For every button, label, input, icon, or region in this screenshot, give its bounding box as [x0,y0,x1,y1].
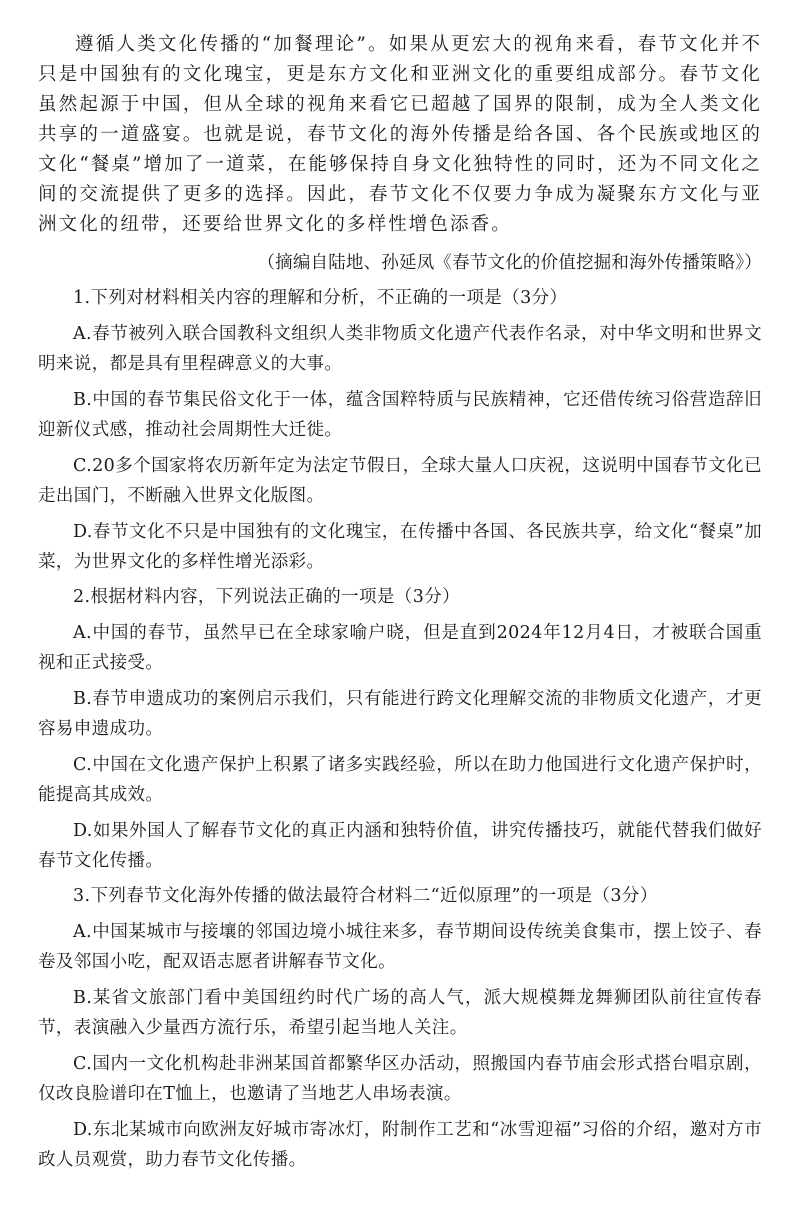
option-b: B.某省文旅部门看中美国纽约时代广场的高人气，派大规模舞龙舞狮团队前往宣传春节，表演融入少量西方流行乐，希望引起当地人关注。 [38,988,762,1038]
option-d: D.东北某城市向欧洲友好城市寄冰灯，附制作工艺和“冰雪迎福”习俗的介绍，邀对方市政人员观赏，助力春节文化传播。 [38,1120,762,1170]
question-stem: 2.根据材料内容，下列说法正确的一项是（3分） [73,587,461,607]
question-3 [38,881,762,1175]
source-citation: （摘编自陆地、孙延凤《春节文化的价值挖掘和海外传播策略》） [257,253,762,273]
option-a: A.中国某城市与接壤的邻国边境小城往来多，春节期间设传统美食集市，摆上饺子、春卷及邻国小吃，配双语志愿者讲解春节文化。 [38,922,762,972]
option-c: C.国内一文化机构赴非洲某国首都繁华区办活动，照搬国内春节庙会形式搭台唱京剧，仅改良脸谱印在T恤上，也邀请了当地艺人串场表演。 [38,1054,762,1104]
option-c: C.20多个国家将农历新年定为法定节假日，全球大量人口庆祝，这说明中国春节文化已走出国门，不断融入世界文化版图。 [38,456,762,506]
option-b: B.春节申遗成功的案例启示我们，只有能进行跨文化理解交流的非物质文化遗产，才更容易申遗成功。 [38,689,762,739]
option-d: D.如果外国人了解春节文化的真正内涵和独特价值，讲究传播技巧，就能代替我们做好春节文化传播。 [38,821,762,871]
question-2 [38,582,762,876]
option-a: A.春节被列入联合国教科文组织人类非物质文化遗产代表作名录，对中华文明和世界文明来说，都是具有里程碑意义的大事。 [38,324,762,374]
question-stem: 1.下列对材料相关内容的理解和分析，不正确的一项是（3分） [73,288,568,308]
option-a: A.中国的春节，虽然早已在全球家喻户晓，但是直到2024年12月4日，才被联合国重视和正式接受。 [38,623,762,673]
question-stem: 3.下列春节文化海外传播的做法最符合材料二“近似原理”的一项是（3分） [73,886,658,906]
option-b: B.中国的春节集民俗文化于一体，蕴含国粹特质与民族精神，它还借传统习俗营造辞旧迎新仪式感，推动社会周期性大迁徙。 [38,390,762,440]
question-1 [38,283,762,577]
option-d: D.春节文化不只是中国独有的文化瑰宝，在传播中各国、各民族共享，给文化“餐桌”加菜，为世界文化的多样性增光添彩。 [38,522,762,572]
document-page [38,30,762,1175]
intro-paragraph: 遵循人类文化传播的“加餐理论”。如果从更宏大的视角来看，春节文化并不只是中国独有的文化瑰宝，更是东方文化和亚洲文化的重要组成部分。春节文化虽然起源于中国，但从全球的视角来看它已超越了国界的限制，成为全人类文化共享的一道盛宴。也就是说，春节文化的海外传播是给各国、各个民族或地区的文化“餐桌”增加了一道菜，在能够保持自身文化独特性的同时，还为不同文化之间的交流提供了更多的选择。因此，春节文化不仅要力争成为凝聚东方文化与亚洲文化的纽带，还要给世界文化的多样性增色添香。 [38,34,762,235]
option-c: C.中国在文化遗产保护上积累了诸多实践经验，所以在助力他国进行文化遗产保护时，能提高其成效。 [38,755,762,805]
